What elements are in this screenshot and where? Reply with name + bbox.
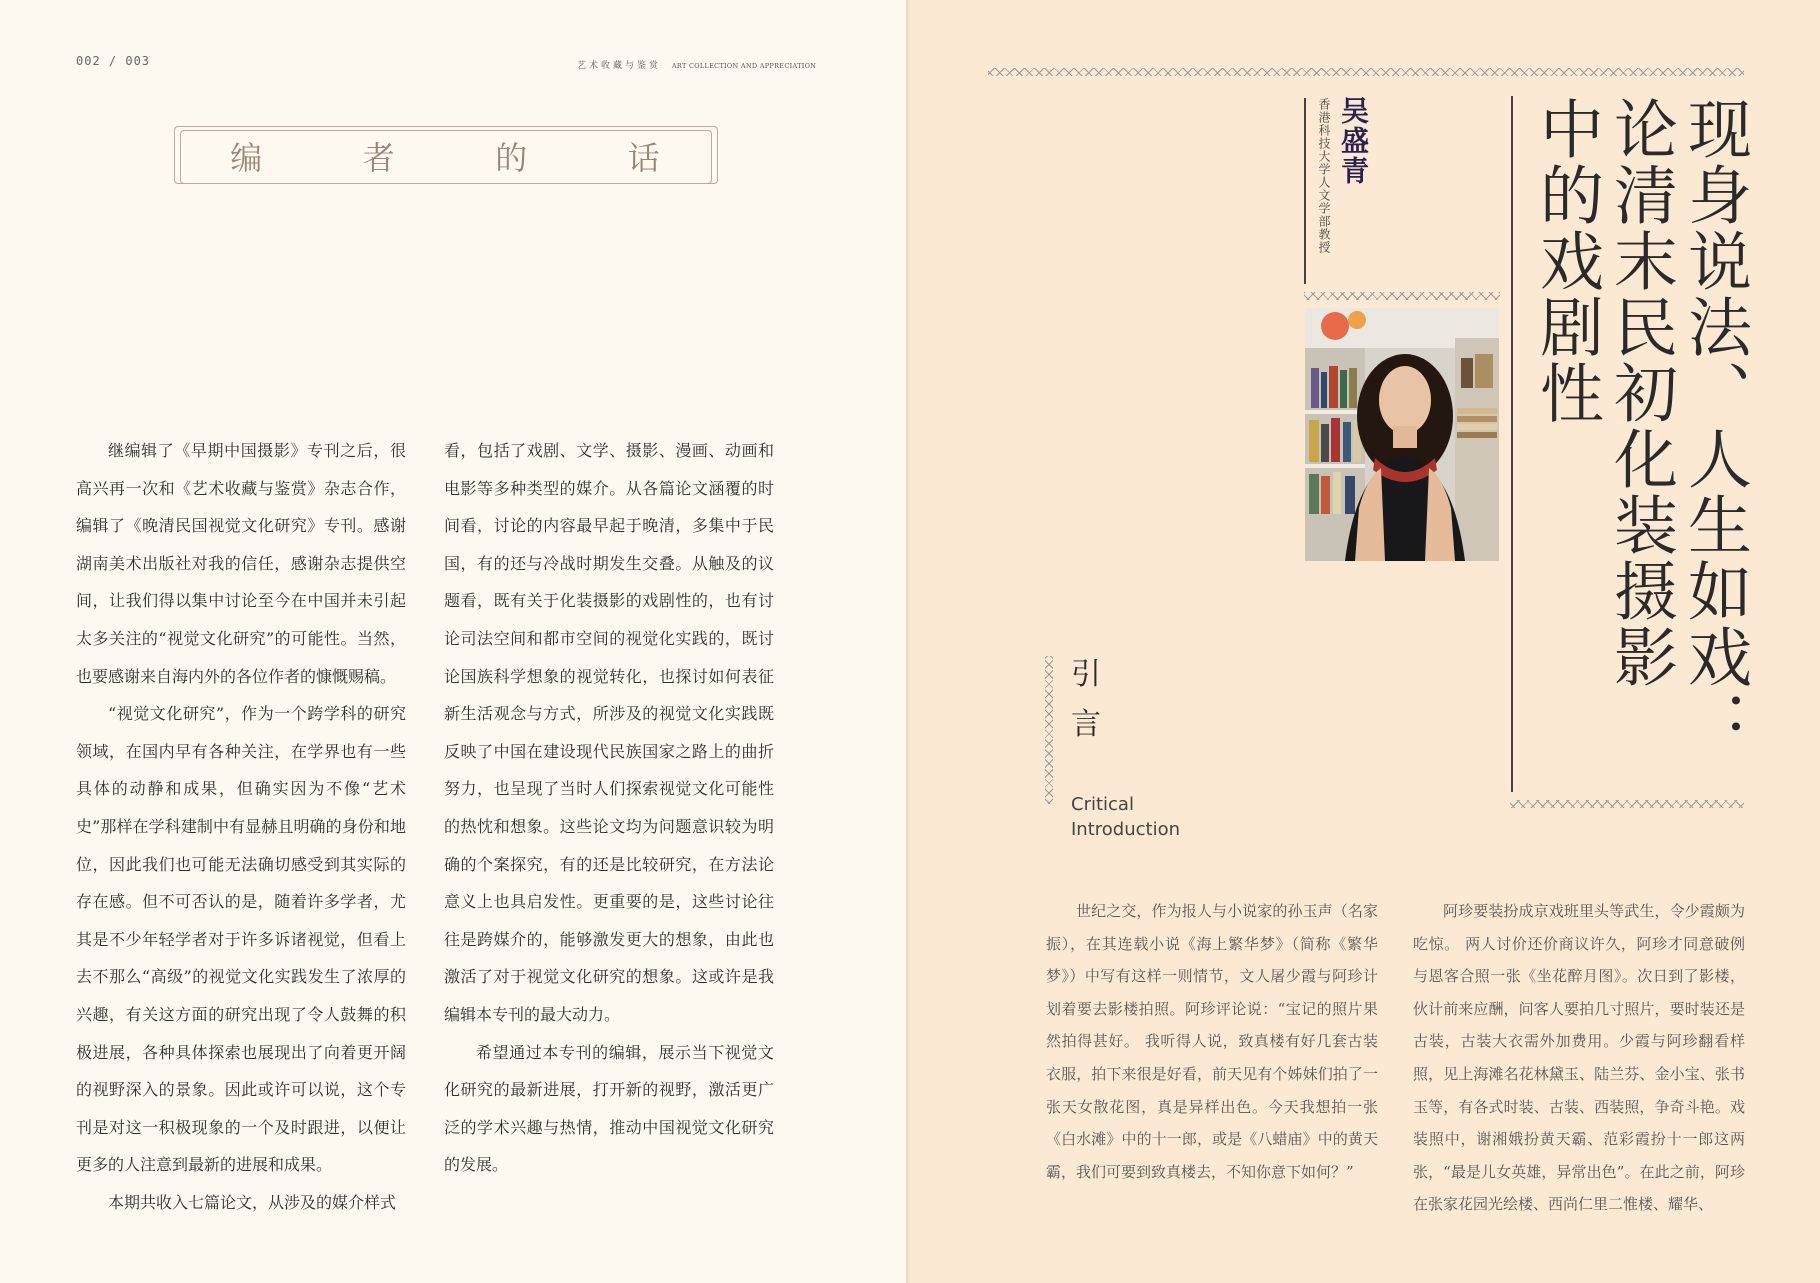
paragraph: 继编辑了《早期中国摄影》专刊之后，很高兴再一次和《艺术收藏与鉴赏》杂志合作，编辑了《晚清民国视觉文化研究》专刊。感谢湖南美术出版社对我的信任，感谢杂志提供空间，让我们得以集中讨论至今在中国并未引起太多关注的“视觉文化研究”的可能性。当然，也要感谢来自海内外的各位作者的慷慨赐稿。 bbox=[76, 441, 406, 686]
author-ornament-border bbox=[1304, 292, 1500, 300]
section-heading-en-line: Critical bbox=[1071, 794, 1134, 815]
author-photo bbox=[1305, 308, 1499, 561]
top-ornament-border bbox=[988, 68, 1744, 76]
magazine-title-cn: 艺术收藏与鉴赏 bbox=[577, 61, 662, 71]
title-rule bbox=[1511, 96, 1513, 792]
paragraph: 本期共收入七篇论文，从涉及的媒介样式 bbox=[108, 1192, 397, 1212]
left-page bbox=[0, 0, 908, 1283]
paragraph: 世纪之交，作为报人与小说家的孙玉声（名家振），在其连载小说《海上繁华梦》（简称《繁华梦》）中写有这样一则情节，文人屠少霞与阿珍计划着要去影楼拍照。阿珍评论说：“宝记的照片果然拍得甚好。 我听得人说，致真楼有好几套古装衣服，拍下来很是好看，前天见有个姊妹们拍了一张天女散花图，真是异样出色。今天我想拍一张《白水滩》中的十一郎，或是《八蜡庙》中的黄天霸，我们可要到致真楼去，不知你意下如何？” bbox=[1046, 902, 1378, 1181]
editor-title-char: 编 bbox=[230, 139, 263, 177]
article-title-line-2: 论清末民初化装摄影 bbox=[1603, 96, 1677, 690]
paragraph: 看，包括了戏剧、文学、摄影、漫画、动画和电影等多种类型的媒介。从各篇论文涵覆的时间看，讨论的内容最早起于晚清，多集中于民国，有的还与冷战时期发生交叠。从触及的议题看，既有关于化装摄影的戏剧性的，也有讨论司法空间和都市空间的视觉化实践的，既讨论国族科学想象的视觉转化，也探讨如何表征新生活观念与方式，所涉及的视觉文化实践既反映了中国在建设现代民族国家之路上的曲折努力，也呈现了当时人们探索视觉文化可能性的热忱和想象。这些论文均为问题意识较为明确的个案探究，有的还是比较研究，在方法论意义上也具启发性。更重要的是，这些讨论往往是跨媒介的，能够激发更大的想象，由此也激活了对于视觉文化研究的想象。这或许是我编辑本专刊的最大动力。 bbox=[444, 441, 774, 1024]
author-portrait-illustration bbox=[1305, 308, 1499, 561]
editor-note-column-2 bbox=[444, 432, 774, 1184]
section-heading-char: 引 bbox=[1071, 657, 1101, 692]
paragraph: 阿珍要装扮成京戏班里头等武生，令少霞颇为吃惊。 两人讨价还价商议许久，阿珍才同意破例与恩客合照一张《坐花醉月图》。次日到了影楼，伙计前来应酬，问客人要拍几寸照片，要时装还是古装，古装大衣需外加费用。少霞与阿珍翻看样照，见上海滩名花林黛玉、陆兰芬、金小宝、张书玉等，有各式时装、古装、西装照，争奇斗艳。戏装照中，谢湘娥扮黄天霸、范彩霞扮十一郎这两张，“最是儿女英雄，异常出色”。在此之前，阿珍在张家花园光绘楼、西尚仁里二惟楼、耀华、 bbox=[1413, 902, 1745, 1214]
section-heading-cn bbox=[1071, 650, 1101, 750]
paragraph: “视觉文化研究”，作为一个跨学科的研究领域，在国内早有各种关注，在学界也有一些具体的动静和成果，但确实因为不像“艺术史”那样在学科建制中有显赫且明确的身份和地位，因此我们也可能无法确切感受到其实际的存在感。但不可否认的是，随着许多学者，尤其是不少年轻学者对于许多诉诸视觉，但看上去不那么“高级”的视觉文化实践发生了浓厚的兴趣，有关这方面的研究出现了令人鼓舞的积极进展，各种具体探索也展现出了向着更开阔的视野深入的景象。因此或许可以说，这个专刊是对这一积极现象的一个及时跟进，以便让更多的人注意到最新的进展和成果。 bbox=[76, 704, 406, 1175]
article-column-1 bbox=[1046, 895, 1378, 1188]
article-column-2 bbox=[1413, 895, 1745, 1221]
article-title-line-1: 现身说法、人生如戏： bbox=[1677, 96, 1751, 756]
author-affiliation: 香港科技大学人文学部教授 bbox=[1317, 98, 1331, 254]
title-ornament-border bbox=[1510, 800, 1744, 808]
intro-ornament-border bbox=[1045, 656, 1053, 804]
section-heading-char: 言 bbox=[1071, 707, 1101, 742]
author-rule bbox=[1304, 98, 1306, 284]
magazine-title-en: ART COLLECTION AND APPRECIATION bbox=[671, 62, 817, 70]
editor-title-char: 话 bbox=[627, 139, 660, 177]
magazine-title bbox=[577, 58, 816, 71]
paragraph: 希望通过本专刊的编辑，展示当下视觉文化研究的最新进展，打开新的视野，激活更广泛的学术兴趣与热情，推动中国视觉文化研究的发展。 bbox=[444, 1042, 774, 1175]
author-name: 吴盛青 bbox=[1337, 96, 1370, 186]
article-title-line-3: 中的戏剧性 bbox=[1529, 96, 1603, 426]
section-heading-en-line: Introduction bbox=[1071, 819, 1181, 840]
editor-title-char: 者 bbox=[362, 139, 395, 177]
editor-note-column-1 bbox=[76, 432, 406, 1221]
page-numbers: 002 / 003 bbox=[76, 54, 151, 68]
editor-note-title bbox=[180, 130, 710, 182]
editor-title-char: 的 bbox=[495, 139, 528, 177]
section-heading-en bbox=[1071, 792, 1180, 842]
